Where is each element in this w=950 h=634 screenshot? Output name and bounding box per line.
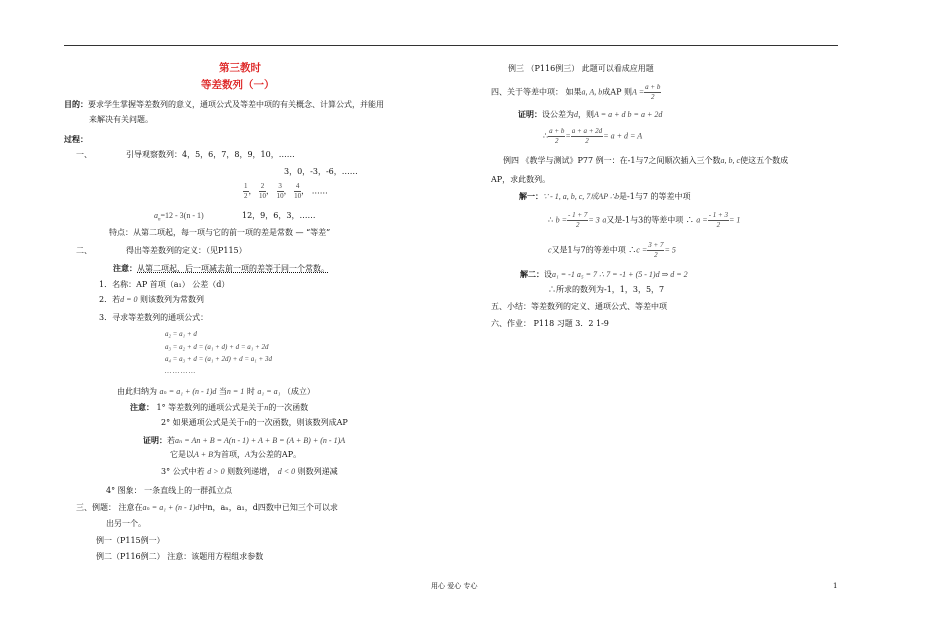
solution-2-line-2: ∴所求的数列为-1，1，3，5，7 xyxy=(548,285,665,294)
page-title: 第三教时 xyxy=(219,62,261,74)
note2-line-4: 4° 图象： 一条直线上的一群孤立点 xyxy=(106,486,233,495)
section-1-text: 引导观察数列：4，5，6，7，8，9，10，…… xyxy=(126,150,295,159)
therefore-line: ∴ $\frac{a + b}{2}$ = $\frac{a + a + 2d}{2}$ = a + d = A xyxy=(543,127,643,145)
frac-1: $\frac{1}{2}$ xyxy=(244,182,248,200)
note-line: 注意：从第二项起，后一项减去前一项的差等于同一个常数。 xyxy=(113,263,329,273)
midterm-proof: 证明：设公差为d，则A = a + d b = a + 2d xyxy=(518,109,663,119)
note2-line-2: 2° 如果通项公式是关于n的一次函数，则该数列成AP xyxy=(161,418,348,427)
page-number: 1 xyxy=(833,582,838,590)
seek-formula-line: 3．寻求等差数列的通项公式： xyxy=(99,313,209,322)
footer-center: 用心 爱心 专心 xyxy=(431,582,478,590)
derive-line-4: … … … … xyxy=(165,367,196,375)
derive-line-2: a₃ = a₂ + d = (a₁ + d) + d = a₁ + 2d xyxy=(165,343,269,351)
section-3-line: 三、例题： 注意在aₙ = a₁ + (n - 1)d中n，aₙ，a₁，d四数中已知三个可以求 xyxy=(76,503,338,512)
name-line: 1．名称：AP 首项（a₁） 公差（d） xyxy=(99,280,230,289)
page-subtitle: 等差数列（一） xyxy=(201,79,275,91)
top-rule xyxy=(64,45,838,46)
proof-line-2: 它是以A + B为首项，A为公差的AP。 xyxy=(170,450,302,459)
note2-line-3: 3° 公式中若 d > 0 则数列递增， d < 0 则数列递减 xyxy=(161,467,338,476)
section-3-line-2: 出另一个。 xyxy=(106,519,146,528)
sequence-2: 3，0，-3，-6，…… xyxy=(284,167,358,176)
section-6: 六、作业： P118 习题 3．2 1-9 xyxy=(491,319,609,328)
example-2: 例二（P116例二） 注意：该题用方程组求参数 xyxy=(96,552,264,561)
formula-an: $a_n=12 - 3(n - 1)$ xyxy=(154,211,204,223)
constant-line: 2．若d = 0 则该数列为常数列 xyxy=(99,295,205,304)
derive-line-1: a₂ = a₁ + d xyxy=(165,330,197,338)
goal-line-2: 来解决有关问题。 xyxy=(89,115,153,124)
frac-2: $\frac{2}{10}$ xyxy=(259,182,267,200)
solution-1-line-3: c又是1与7的等差中项 ∴c = $\frac{3 + 7}{2}$ = 5 xyxy=(548,241,676,259)
example-3: 例三 （P116例三） 此题可以看成应用题 xyxy=(508,64,654,73)
proof-line-1: 证明：若aₙ = An + B = A(n - 1) + A + B = (A + B) + (n - 1)A xyxy=(143,435,346,445)
solution-2-line-1: 解二：设a₁ = -1 a₅ = 7 ∴ 7 = -1 + (5 - 1)d ⇒ d = 2 xyxy=(520,269,688,279)
solution-1-line-2: ∴ b = $\frac{- 1 + 7}{2}$ = 3 a又是-1与3的等差中项 ∴ a = $\frac{- 1 + 3}{2}$ = 1 xyxy=(548,211,741,229)
example-4-line-2: AP，求此数列。 xyxy=(491,175,551,184)
section-2-text: 得出等差数列的定义：（见P115） xyxy=(126,246,247,255)
note2-line-1: 注意： 1° 等差数列的通项公式是关于n的一次函数 xyxy=(130,402,309,412)
derive-line-3: a₄ = a₃ + d = (a₁ + 2d) + d = a₁ + 3d xyxy=(165,355,272,363)
goal-line: 目的：要求学生掌握等差数列的意义，通项公式及等差中项的有关概念、计算公式，并能用 xyxy=(64,99,384,109)
example-1: 例一（P115例一） xyxy=(96,536,165,545)
section-5: 五、小结：等差数列的定义、通项公式、等差中项 xyxy=(491,302,667,311)
feature-line: 特点：从第二项起，每一项与它的前一项的差是常数 — “等差” xyxy=(109,228,331,237)
sequence-4: 12，9，6，3，…… xyxy=(242,211,316,220)
section-4-line: 四、关于等差中项： 如果a, A, b成AP 则A = $\frac{a + b}{2}$ xyxy=(491,83,661,101)
section-2-number: 二、 xyxy=(76,246,92,255)
solution-1-line-1: 解一：∵ - 1, a, b, c, 7成AP ∴b是-1与7 的等差中项 xyxy=(519,191,691,201)
example-4: 例四 《教学与测试》P77 例一：在-1与7之间顺次插入三个数a, b, c使这五个数成 xyxy=(503,156,789,165)
sequence-3: $\frac{1}{2}$ ， $\frac{2}{10}$ ， $\frac{3}{10}$ ， $\frac{4}{10}$ ， …… xyxy=(244,182,328,200)
frac-3: $\frac{3}{10}$ xyxy=(276,182,284,200)
section-1-number: 一、 xyxy=(76,150,92,159)
induce-line: 由此归纳为 aₙ = a₁ + (n - 1)d 当n = 1 时 a₁ = a₁ （成立） xyxy=(117,387,315,396)
process-label: 过程： xyxy=(64,134,88,144)
frac-4: $\frac{4}{10}$ xyxy=(294,182,302,200)
